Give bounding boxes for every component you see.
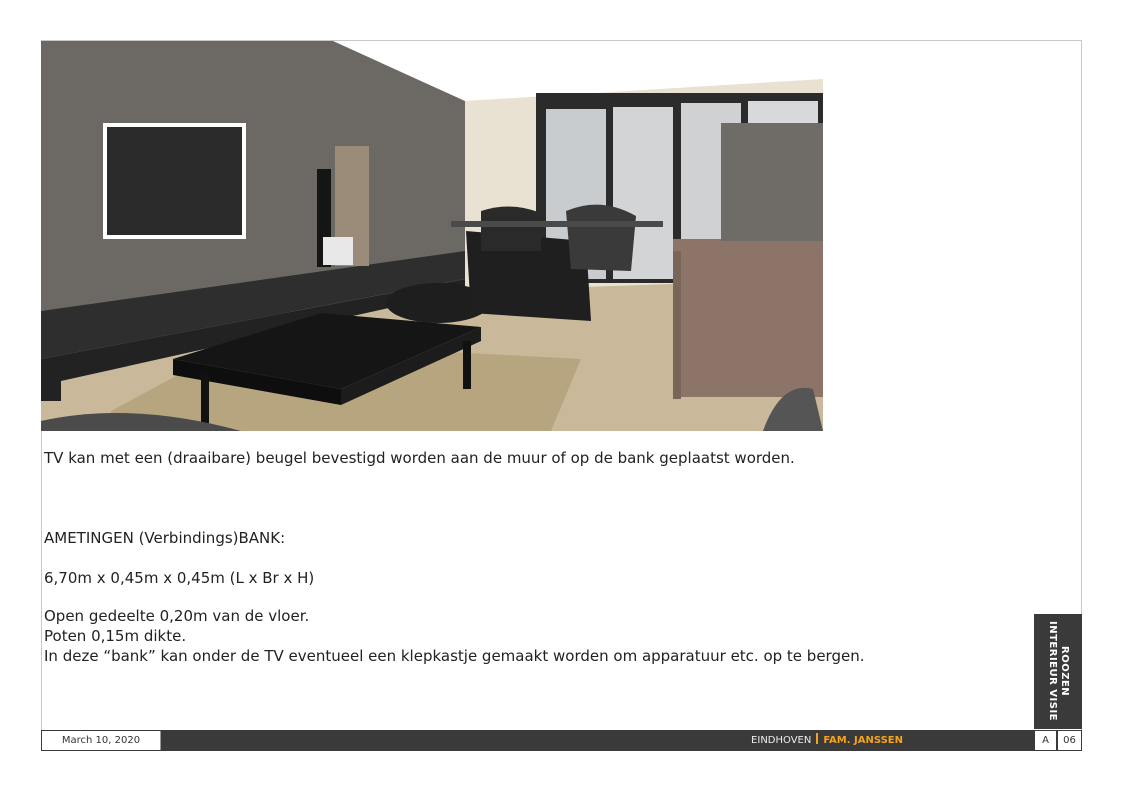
measurements-dimensions: 6,70m x 0,45m x 0,45m (L x Br x H) bbox=[44, 569, 315, 587]
sheet-date: March 10, 2020 bbox=[42, 731, 161, 750]
sheet-letter: A bbox=[1035, 731, 1056, 750]
render-caption: TV kan met een (draaibare) beugel bevestigd worden aan de muur of op de bank geplaatst worden. bbox=[44, 449, 795, 467]
separator bbox=[816, 733, 818, 744]
project-location: EINDHOVEN bbox=[751, 735, 812, 746]
brand-name: ROOZEN INTERIEUR VISIE bbox=[1047, 621, 1070, 722]
measurements-heading: AMETINGEN (Verbindings)BANK: bbox=[44, 529, 286, 547]
note-line: Poten 0,15m dikte. bbox=[44, 627, 187, 645]
title-block-bar bbox=[41, 730, 1082, 751]
sheet-number: 06 bbox=[1058, 731, 1081, 750]
brand-logo-text bbox=[1034, 614, 1082, 729]
client-name: FAM. JANSSEN bbox=[823, 735, 903, 746]
interior-render-image bbox=[41, 41, 823, 431]
note-line: Open gedeelte 0,20m van de vloer. bbox=[44, 607, 310, 625]
project-info bbox=[600, 731, 903, 750]
note-line: In deze “bank” kan onder de TV eventueel een klepkastje gemaakt worden om apparatuur etc. op te bergen. bbox=[44, 647, 865, 665]
measurements-notes bbox=[44, 606, 864, 666]
